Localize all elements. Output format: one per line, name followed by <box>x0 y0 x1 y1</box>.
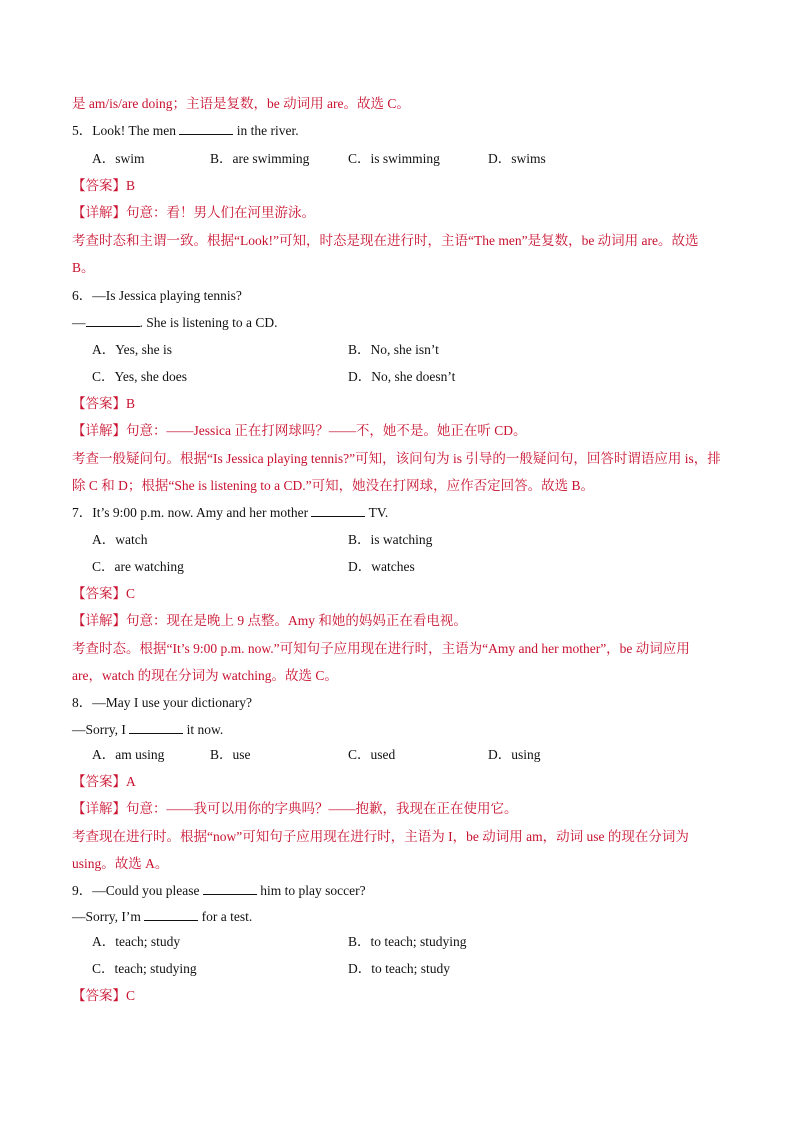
answer-blank <box>311 504 365 517</box>
q7-option-b: B．is watching <box>348 532 433 547</box>
q9-option-d: D．to teach; study <box>348 961 450 976</box>
q5-explanation: 考查时态和主谓一致。根据“Look!”可知，时态是现在进行时，主语“The men”是复数，be 动词用 are。故选 B。 <box>72 233 699 275</box>
q8-answer: 【答案】A <box>72 774 136 789</box>
q9-option-a: A．teach; study <box>92 934 181 949</box>
question-9-stem: 9．—Could you please him to play soccer? <box>72 883 366 898</box>
q7-explanation: 考查时态。根据“It’s 9:00 p.m. now.”可知句子应用现在进行时，主语为“Amy and her mother”，be 动词应用 are，watch 的现在分词为 watching。故选 C。 <box>72 641 690 683</box>
question-6-stem: 6．—Is Jessica playing tennis? <box>72 288 242 303</box>
q9-option-c: C．teach; studying <box>92 961 197 976</box>
q5-option-a: A．swim <box>92 151 145 166</box>
answer-blank <box>203 882 257 895</box>
question-9-reply: —Sorry, I’m for a test. <box>72 909 253 924</box>
answer-blank <box>179 122 233 135</box>
question-7-stem: 7．It’s 9:00 p.m. now. Amy and her mother TV. <box>72 505 389 520</box>
q5-option-c: C．is swimming <box>348 151 440 166</box>
question-8-reply: —Sorry, I it now. <box>72 722 224 737</box>
q5-answer: 【答案】B <box>72 178 136 193</box>
answer-blank <box>129 721 183 734</box>
answer-blank <box>86 314 140 327</box>
prev-explanation: 是 am/is/are doing；主语是复数，be 动词用 are。故选 C。 <box>72 96 410 111</box>
q6-option-d: D．No, she doesn’t <box>348 369 456 384</box>
q6-option-c: C．Yes, she does <box>92 369 188 384</box>
q5-option-b: B．are swimming <box>210 151 310 166</box>
q6-explanation: 考查一般疑问句。根据“Is Jessica playing tennis?”可知，该问句为 is 引导的一般疑问句，回答时谓语应用 is，排除 C 和 D；根据“She is listening to a CD.”可知，她没在打网球，应作否定回答。故选 B。 <box>72 451 721 493</box>
answer-blank <box>144 908 198 921</box>
q5-option-d: D．swims <box>488 151 546 166</box>
q6-detail: 【详解】句意：——Jessica 正在打网球吗？——不，她不是。她正在听 CD。 <box>72 423 527 438</box>
q7-option-a: A．watch <box>92 532 148 547</box>
q8-detail: 【详解】句意：——我可以用你的字典吗？——抱歉，我现在正在使用它。 <box>72 801 518 816</box>
q7-option-d: D．watches <box>348 559 415 574</box>
question-8-stem: 8．—May I use your dictionary? <box>72 695 252 710</box>
question-5-stem: 5．Look! The men in the river. <box>72 123 299 138</box>
q8-explanation: 考查现在进行时。根据“now”可知句子应用现在进行时，主语为 I，be 动词用 am，动词 use 的现在分词为 using。故选 A。 <box>72 829 689 871</box>
q7-detail: 【详解】句意：现在是晚上 9 点整。Amy 和她的妈妈正在看电视。 <box>72 613 467 628</box>
question-6-reply: — . She is listening to a CD. <box>72 315 278 330</box>
q9-answer: 【答案】C <box>72 988 136 1003</box>
q7-answer: 【答案】C <box>72 586 136 601</box>
q6-answer: 【答案】B <box>72 396 136 411</box>
q5-detail: 【详解】句意：看！男人们在河里游泳。 <box>72 205 315 220</box>
q8-option-c: C．used <box>348 747 396 762</box>
q7-option-c: C．are watching <box>92 559 184 574</box>
q8-option-d: D．using <box>488 747 541 762</box>
q9-option-b: B．to teach; studying <box>348 934 467 949</box>
q8-option-a: A．am using <box>92 747 165 762</box>
q8-option-b: B．use <box>210 747 251 762</box>
q6-option-b: B．No, she isn’t <box>348 342 439 357</box>
q6-option-a: A．Yes, she is <box>92 342 173 357</box>
